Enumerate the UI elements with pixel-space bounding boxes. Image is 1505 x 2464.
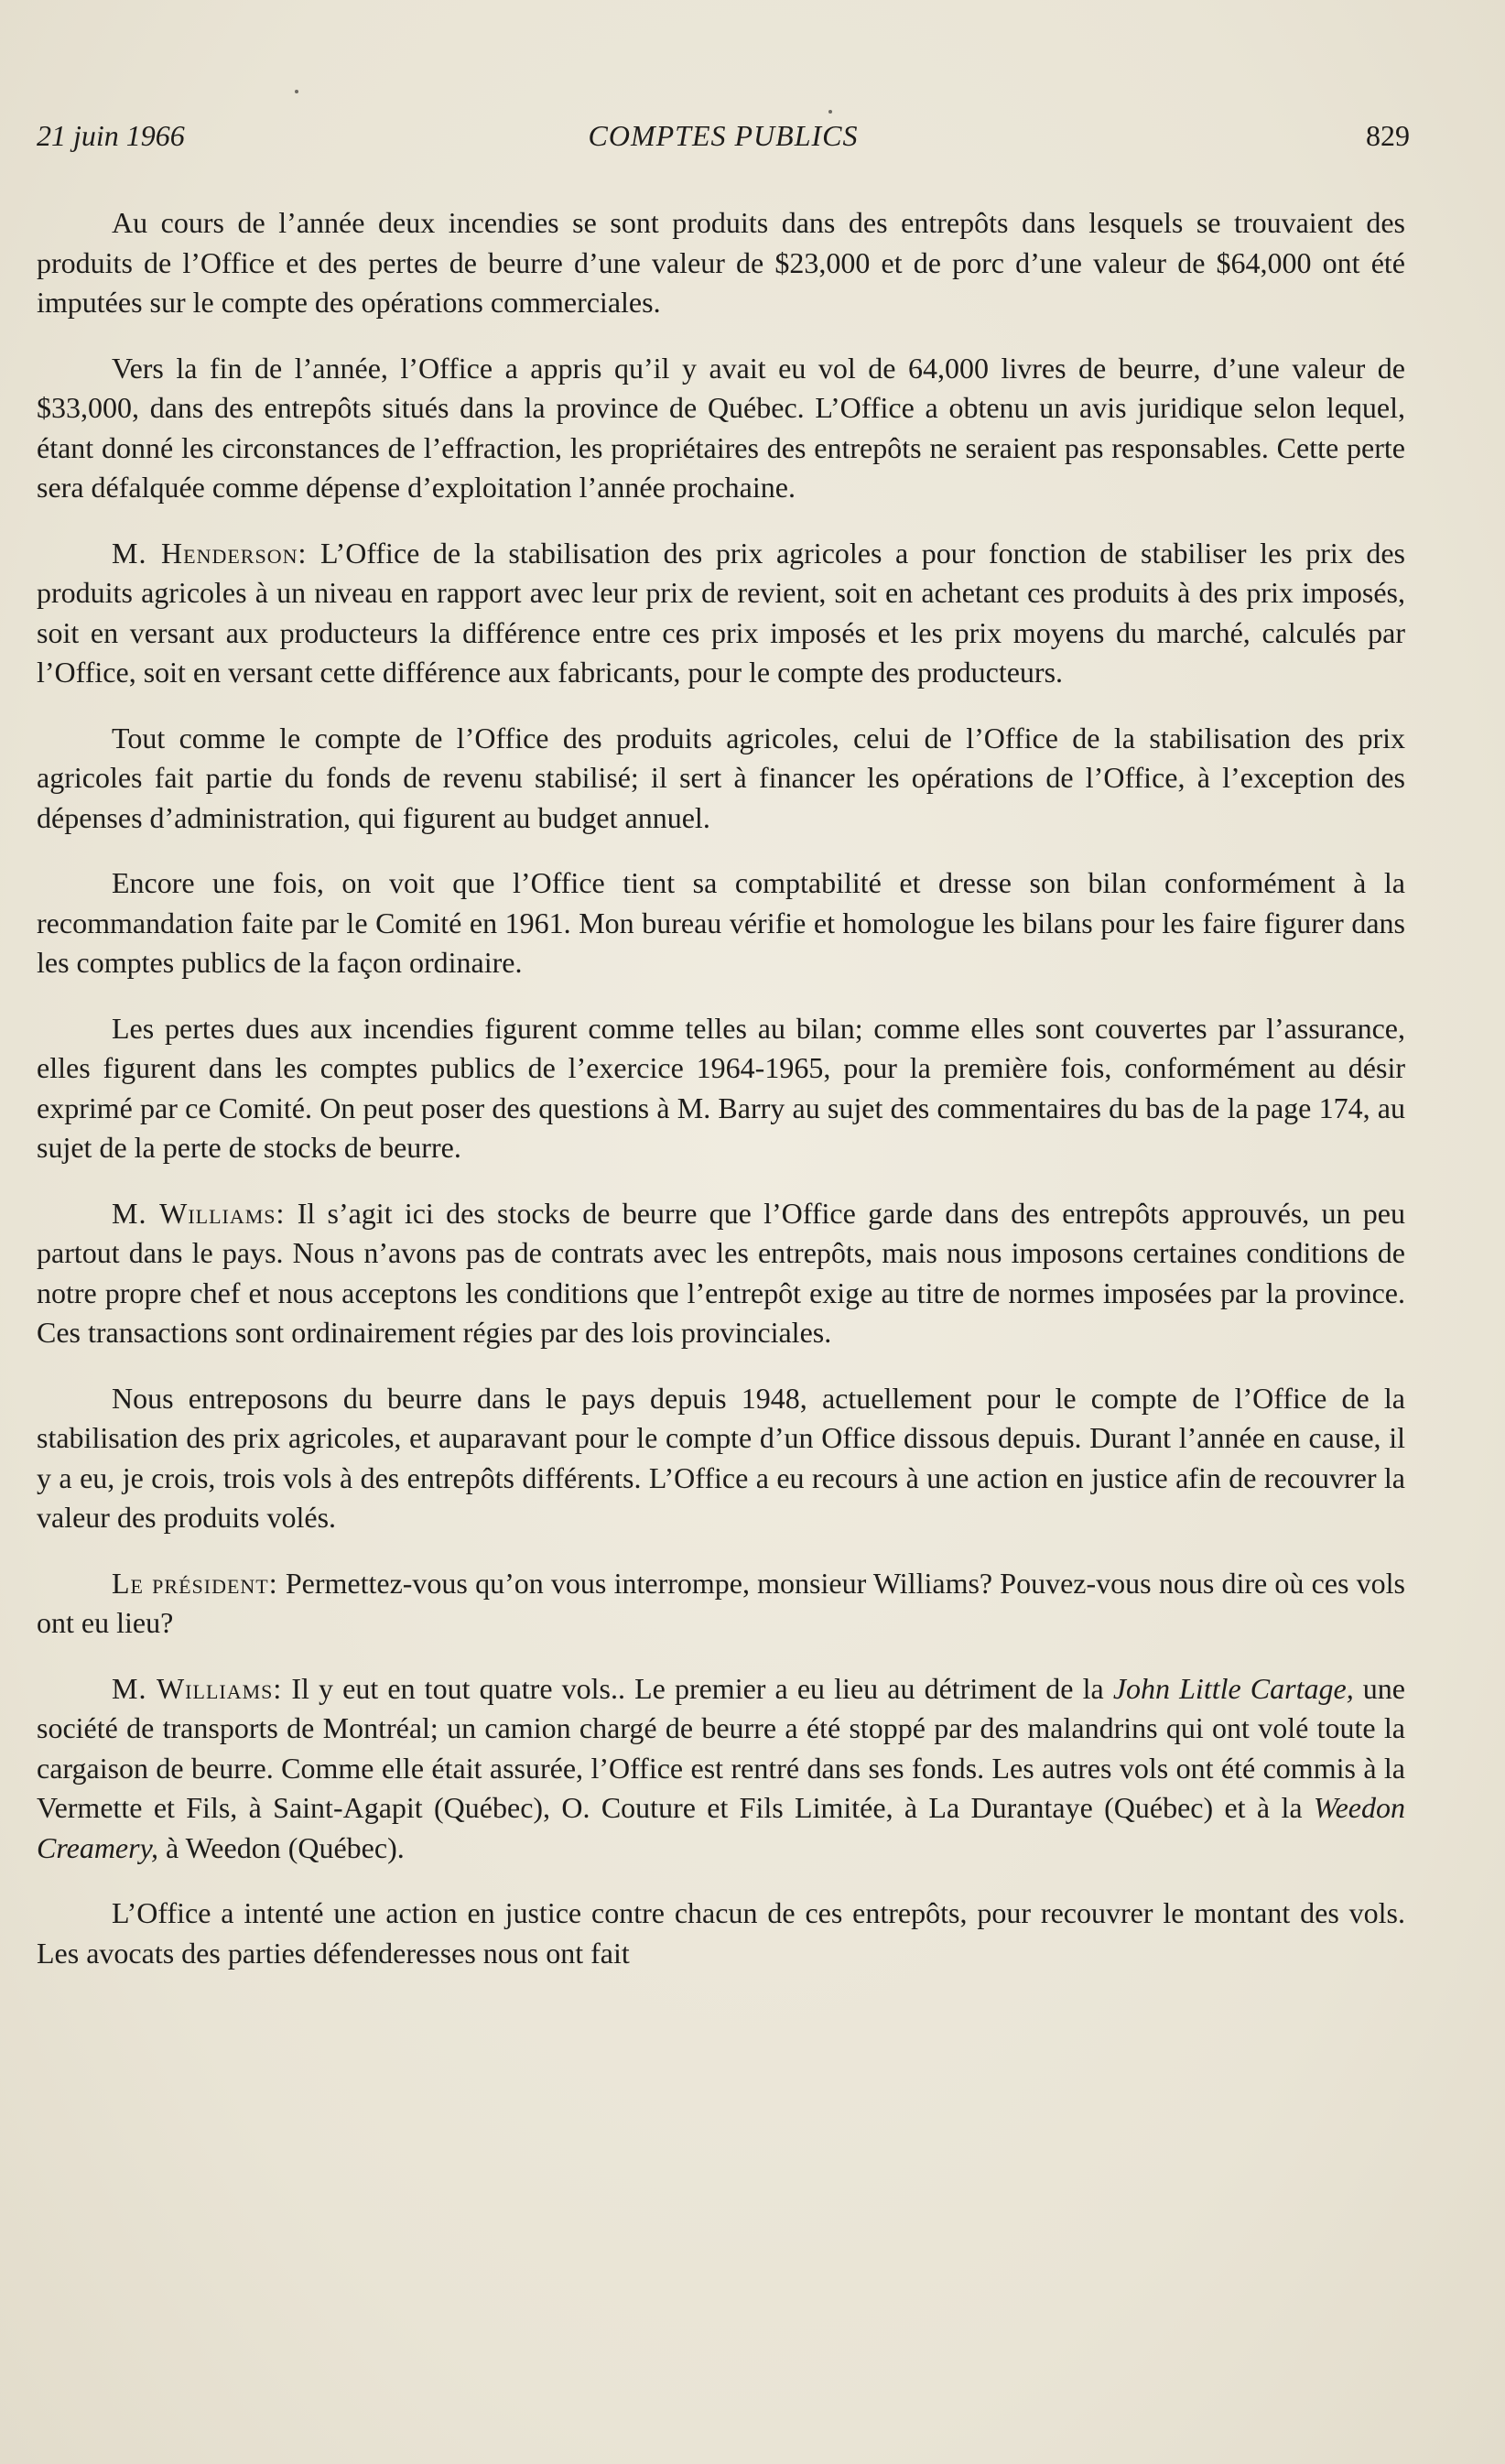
paragraph-text: Encore une fois, on voit que l’Office tient sa comptabilité et dresse son bilan conformément à la recommandation faite par le Comité en 1961. Mon bureau vérifie et homologue les bilans pour les faire figurer dans les comptes publics de la façon ordinaire. [37,866,1405,979]
paragraph-president [37,1564,1405,1644]
company-name: John Little Cartage, [1112,1671,1354,1705]
paragraph-text: Permettez-vous qu’on vous interrompe, monsieur Williams? Pouvez-vous nous dire où ces vols ont eu lieu? [37,1566,1406,1639]
paragraph-text: Les pertes dues aux incendies figurent comme telles au bilan; comme elles sont couvertes par l’assurance, elles figurent dans les comptes publics de l’exercice 1964-1965, pour la première fois, conformément au désir exprimé par ce Comité. On peut poser des questions à M. Barry au sujet des commentaires du bas de la page 174, au sujet de la perte de stocks de beurre. [37,1011,1405,1164]
paragraph-text: Nous entreposons du beurre dans le pays depuis 1948, actuellement pour le compte de l’Office de la stabilisation des prix agricoles, et auparavant pour le compte d’un Office dissous depuis. Durant l’année en cause, il y a eu, je crois, trois vols à des entrepôts différents. L’Office a eu recours à une action en justice afin de recouvrer la valeur des produits volés. [37,1381,1405,1534]
speaker-name: M. Henderson: [112,536,308,570]
body-text [37,203,1405,1999]
paragraph-accounting [37,863,1405,983]
paragraph-text: Vers la fin de l’année, l’Office a appris qu’il y avait eu vol de 64,000 livres de beurre, d’une valeur de $33,000, dans des entrepôts situés dans la province de Québec. L’Office a obtenu un avis juridique selon lequel, étant donné les circonstances de l’effraction, les propriétaires des entrepôts ne seraient pas responsables. Cette perte sera défalquée comme dépense d’exploitation l’année prochaine. [37,351,1405,504]
paragraph-williams-1 [37,1194,1405,1353]
paragraph-text: Il s’agit ici des stocks de beurre que l’Office garde dans des entrepôts approuvés, un peu partout dans le pays. Nous n’avons pas de contrats avec les entrepôts, mais nous imposons certaines conditions de notre propre chef et nous acceptons les conditions que l’entrepôt exige au titre de normes imposées par la province. Ces transactions sont ordinairement régies par des lois provinciales. [37,1196,1405,1349]
ink-speck [295,90,298,93]
paragraph-text: Tout comme le compte de l’Office des produits agricoles, celui de l’Office de la stabilisation des prix agricoles fait partie du fonds de revenu stabilisé; il sert à financer les opérations de l’Office, à l’exception des dépenses d’administration, qui figurent au budget annuel. [37,721,1405,834]
paragraph-text: L’Office de la stabilisation des prix agricoles a pour fonction de stabiliser les prix des produits agricoles à un niveau en rapport avec leur prix de revient, soit en achetant ces produits à des prix imposés, soit en versant aux producteurs la différence entre ces prix imposés et les prix moyens du marché, calculés par l’Office, soit en versant cette différence aux fabricants, pour le compte des producteurs. [37,536,1406,689]
page-number: 829 [1366,119,1410,152]
paragraph-losses [37,1009,1405,1168]
paragraph-fires [37,203,1405,323]
running-head [37,119,1410,165]
paragraph-text: à Weedon (Québec). [158,1830,405,1864]
company-name: Weedon Creamery, [37,1791,1405,1864]
header-title: COMPTES PUBLICS [588,119,859,152]
paragraph-williams-3 [37,1669,1405,1869]
paragraph-text: une société de transports de Montréal; un camion chargé de beurre a été stoppé par des malandrins qui ont volé toute la cargaison de beurre. Comme elle était assurée, l’Office est rentré dans ses fonds. Les autres vols ont été commis à la Vermette et Fils, à Saint-Agapit (Québec), O. Couture et Fils Limitée, à La Durantaye (Québec) et à la [37,1671,1406,1824]
paragraph-legal-action [37,1894,1405,1973]
paragraph-text: L’Office a intenté une action en justice contre chacun de ces entrepôts, pour recouvrer le montant des vols. Les avocats des parties défenderesses nous ont fait [37,1896,1405,1970]
paragraph-theft [37,349,1405,508]
paragraph-stabilized-fund [37,719,1405,839]
header-date: 21 juin 1966 [37,119,185,152]
paragraph-williams-2 [37,1379,1405,1538]
paragraph-text: Il y eut en tout quatre vols.. Le premier a eu lieu au détriment de la [282,1671,1113,1705]
ink-speck [828,110,832,114]
paragraph-text: Au cours de l’année deux incendies se sont produits dans des entrepôts dans lesquels se trouvaient des produits de l’Office et des pertes de beurre d’une valeur de $23,000 et de porc d’une valeur de $64,000 ont été imputées sur le compte des opérations commerciales. [37,206,1405,319]
speaker-name: Le président: [112,1566,278,1600]
paragraph-henderson [37,534,1405,693]
speaker-name: M. Williams: [112,1196,286,1230]
speaker-name: M. Williams: [112,1671,283,1705]
